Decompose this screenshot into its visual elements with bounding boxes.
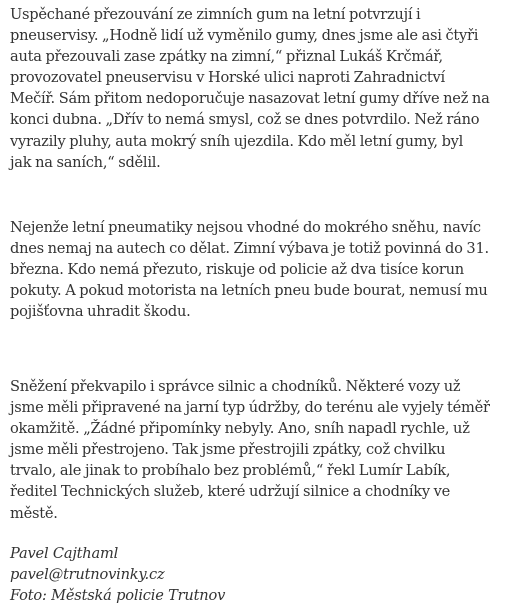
author-name: Pavel Cajthaml	[10, 545, 119, 562]
paragraph-line: dnes nemaj na autech co dělat. Zimní výbava je totiž povinná do 31.	[10, 240, 489, 258]
paragraph-line: pokuty. A pokud motorista na letních pneu bude bourat, nemusí mu	[10, 282, 488, 300]
paragraph-line: pneuservisy. „Hodně lidí už vyměnilo gumy, dnes jsme ale asi čtyři	[10, 27, 479, 45]
paragraph-line: vyrazily pluhy, auta mokrý sníh ujezdila. Kdo měl letní gumy, byl	[10, 132, 464, 150]
paragraph-line: městě.	[10, 504, 58, 522]
paragraph-line: jsme měli přestrojeno. Tak jsme přestrojili zpátky, což chvilku	[10, 441, 446, 459]
article-signature	[10, 543, 225, 606]
paragraph-line: Nejenže letní pneumatiky nejsou vhodné do mokrého sněhu, navíc	[10, 219, 481, 236]
photo-credit: Foto: Městská policie Trutnov	[10, 587, 226, 605]
paragraph-line: jsme měli připravené na jarní typ údržby, do terénu ale vyjely téměř	[10, 399, 490, 417]
paragraph-line: konci dubna. „Dřív to nemá smysl, což se dnes potvrdilo. Než ráno	[10, 111, 480, 129]
paragraph-line: provozovatel pneuservisu v Horské ulici naproti Zahradnictví	[10, 69, 445, 87]
paragraph-line: ředitel Technických služeb, které udržují silnice a chodníky ve	[10, 483, 451, 501]
article-paragraph-1	[10, 4, 490, 173]
article-paragraph-3	[10, 376, 490, 524]
paragraph-line: auta přezouvali zase zpátky na zimní,“ přiznal Lukáš Krčmář,	[10, 48, 443, 66]
article-paragraph-2	[10, 217, 489, 322]
paragraph-line: března. Kdo nemá přezuto, riskuje od policie až dva tisíce korun	[10, 261, 464, 279]
paragraph-line: Uspěchané přezouvání ze zimních gum na letní potvrzují i	[10, 6, 421, 23]
paragraph-line: jak na saních,“ sdělil.	[10, 153, 161, 171]
paragraph-line: Mečíř. Sám přitom nedoporučuje nasazovat letní gumy dříve než na	[10, 90, 490, 108]
paragraph-line: trvalo, ale jinak to probíhalo bez problémů,“ řekl Lumír Labík,	[10, 462, 451, 480]
paragraph-line: okamžitě. „Žádné připomínky nebyly. Ano, sníh napadl rychle, už	[10, 420, 470, 438]
paragraph-line: pojišťovna uhradit škodu.	[10, 303, 191, 321]
paragraph-line: Sněžení překvapilo i správce silnic a chodníků. Některé vozy už	[10, 378, 461, 395]
author-email: pavel@trutnovinky.cz	[10, 566, 165, 584]
